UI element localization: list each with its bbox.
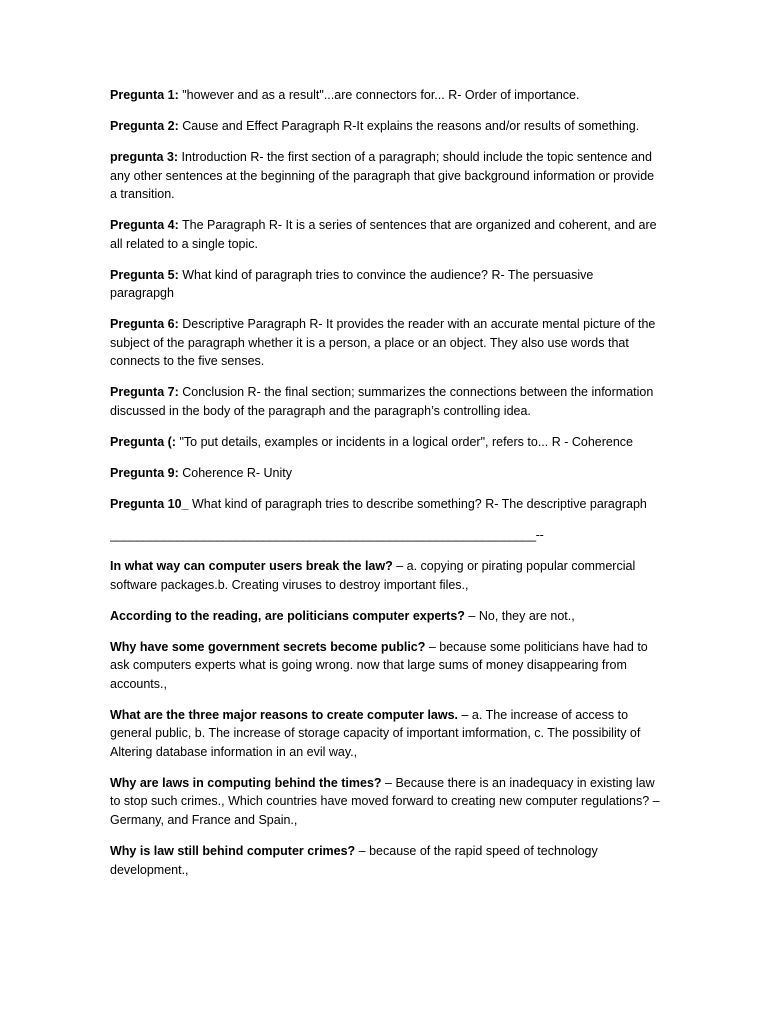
qa-answer: – No, they are not., [464,608,575,623]
question-7 [110,383,660,420]
question-5 [110,266,660,303]
question-text: What kind of paragraph tries to describe something? R- The descriptive paragraph [188,497,647,512]
question-label: Pregunta 4: [110,218,179,233]
question-label: Pregunta 6: [110,317,179,332]
qa-item-6 [110,842,660,879]
qa-item-1 [110,557,660,594]
qa-answer: – a. copying or pirating popular commercial software packages.b. Creating viruses to destroy important files., [110,558,636,592]
question-10 [110,495,660,514]
question-label: Pregunta 7: [110,385,179,400]
question-9 [110,464,660,483]
qa-item-4 [110,706,660,762]
question-label: Pregunta 10_ [110,497,189,512]
qa-question: According to the reading, are politicians computer experts? [110,608,465,623]
question-text: What kind of paragraph tries to convince the audience? R- The persuasive paragrapgh [110,267,594,301]
qa-question: What are the three major reasons to create computer laws. [110,707,459,722]
question-6 [110,315,660,371]
question-1 [110,86,660,105]
question-label: pregunta 3: [110,149,179,164]
qa-item-5 [110,774,660,830]
question-8 [110,433,660,452]
question-label: Pregunta 5: [110,267,179,282]
question-text: Introduction R- the first section of a paragraph; should include the topic sentence and any other sentences at the beginning of the paragraph that give background information or provide a transition. [110,149,655,202]
qa-answer: – Because there is an inadequacy in existing law to stop such crimes., Which countries have moved forward to creating new computer regulations? – Germany, and France and Spain., [110,775,660,828]
question-text: Conclusion R- the final section; summarizes the connections between the information discussed in the body of the paragraph and the paragraph’s controlling idea. [110,385,654,419]
question-3 [110,148,660,204]
question-label: Pregunta 1: [110,88,179,102]
question-label: Pregunta 2: [110,118,179,133]
qa-question: Why are laws in computing behind the times? [110,775,382,790]
question-label: Pregunta 9: [110,466,179,481]
question-text: "however and as a result"...are connectors for... R- Order of importance. [178,88,580,102]
qa-item-2 [110,607,660,626]
qa-answer: – because some politicians have had to ask computers experts what is going wrong. now that large sums of money disappearing from accounts., [110,639,648,691]
question-text: Coherence R- Unity [178,466,293,481]
question-text: Cause and Effect Paragraph R-It explains the reasons and/or results of something. [178,118,640,133]
question-text: "To put details, examples or incidents in a logical order", refers to... R - Coherence [175,435,633,450]
qa-question: Why have some government secrets become public? [110,639,426,654]
question-label: Pregunta (: [110,435,176,450]
document-page [110,86,660,892]
section-divider: ________________________________________________________________-- [110,528,544,542]
question-text: Descriptive Paragraph R- It provides the reader with an accurate mental picture of the subject of the paragraph whether it is a person, a place or an object. They also use words that connects to the five senses. [110,317,656,369]
question-2 [110,117,660,136]
qa-question: Why is law still behind computer crimes? [110,844,356,859]
question-4 [110,216,660,253]
qa-question: In what way can computer users break the law? [110,558,393,573]
qa-answer: – a. The increase of access to general public, b. The increase of storage capacity of important imformation, c. The possibility of Altering database information in an evil way., [110,707,641,759]
qa-item-3 [110,638,660,694]
qa-answer: – because of the rapid speed of technology development., [110,844,598,877]
question-text: The Paragraph R- It is a series of sentences that are organized and coherent, and are all related to a single topic. [110,218,657,251]
